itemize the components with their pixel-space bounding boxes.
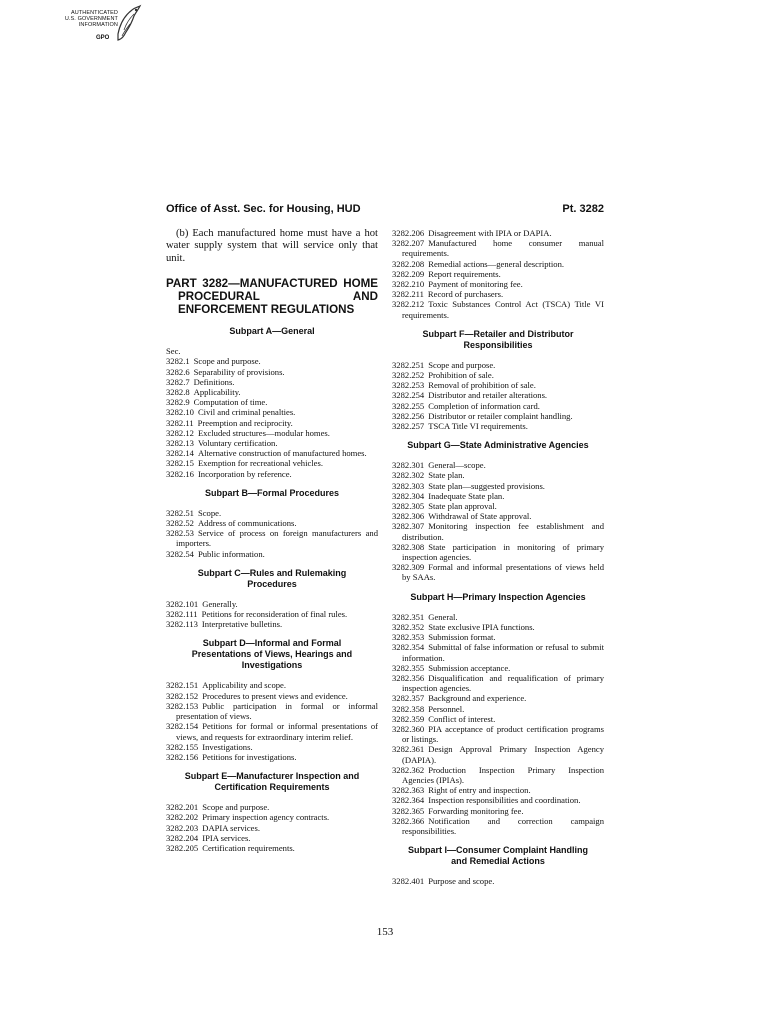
- section-number: 3282.155: [166, 741, 199, 752]
- section-title: Scope and purpose.: [202, 802, 270, 813]
- section-title: Formal and informal presentations of views held by SAAs.: [402, 562, 604, 583]
- section-title: Generally.: [202, 598, 238, 609]
- toc-entry: [392, 238, 604, 258]
- section-title: Voluntary certification.: [197, 438, 278, 449]
- section-number: 3282.251: [392, 359, 425, 370]
- section-title: State plan.: [428, 470, 465, 481]
- section-number: 3282.358: [392, 703, 425, 714]
- section-number: 3282.10: [166, 407, 194, 418]
- header-agency: Office of Asst. Sec. for Housing, HUD: [166, 203, 361, 215]
- section-number: 3282.207: [392, 238, 425, 249]
- section-title: Excluded structures—modular homes.: [197, 427, 330, 438]
- toc-entry: [166, 508, 378, 518]
- section-title: Public participation in formal or informal presentation of views.: [176, 700, 378, 722]
- section-title: Report requirements.: [428, 268, 501, 279]
- section-number: 3282.362: [392, 764, 425, 775]
- section-number: 3282.351: [392, 611, 425, 622]
- subpart-heading: Subpart E—Manufacturer Inspection and Certification Requirements: [184, 771, 360, 793]
- toc-entry: [166, 823, 378, 833]
- section-title: Production Inspection Primary Inspection Agencies (IPIAs).: [402, 764, 604, 785]
- toc-entry: [392, 632, 604, 642]
- toc-entry: [166, 833, 378, 843]
- toc-entry: [392, 542, 604, 562]
- toc-entry: [392, 390, 604, 400]
- gpo-authentication-seal: [58, 4, 142, 46]
- section-title: Monitoring inspection fee establishment and distribution.: [402, 521, 604, 542]
- section-number: 3282.7: [166, 376, 190, 387]
- section-title: Distributor or retailer complaint handling.: [428, 410, 573, 421]
- section-title: Inspection responsibilities and coordination.: [428, 795, 581, 806]
- toc-entry: [392, 673, 604, 693]
- section-number: 3282.401: [392, 876, 425, 887]
- section-title: Alternative construction of manufactured homes.: [197, 448, 367, 459]
- section-number: 3282.203: [166, 822, 199, 833]
- subpart-heading: Subpart I—Consumer Complaint Handling and Remedial Actions: [407, 845, 588, 867]
- section-title: General.: [428, 611, 458, 622]
- section-number: 3282.154: [166, 721, 199, 732]
- section-title: Disqualification and requalification of primary inspection agencies.: [402, 672, 604, 694]
- section-number: 3282.13: [166, 438, 194, 449]
- toc-entry: [166, 619, 378, 629]
- section-title: Public information.: [197, 548, 265, 559]
- section-title: Record of purchasers.: [427, 289, 504, 300]
- toc-entry: [392, 663, 604, 673]
- section-number: 3282.256: [392, 410, 425, 421]
- section-title: Conflict of interest.: [428, 713, 496, 724]
- section-number: 3282.254: [392, 390, 425, 401]
- section-number: 3282.9: [166, 397, 190, 408]
- section-number: 3282.257: [392, 421, 425, 432]
- section-title: State participation in monitoring of primary inspection agencies.: [402, 541, 604, 563]
- section-title: Petitions for reconsideration of final rules.: [201, 609, 348, 620]
- toc-entry: [166, 428, 378, 438]
- section-number: 3282.206: [392, 228, 425, 238]
- subpart-heading: Subpart F—Retailer and Distributor Responsibilities: [422, 328, 574, 350]
- intro-paragraph: (b) Each manufactured home must have a hot water supply system that will service only that unit.: [166, 228, 378, 264]
- toc-entry: [392, 511, 604, 521]
- section-number: 3282.355: [392, 662, 425, 673]
- section-number: 3282.153: [166, 700, 199, 711]
- section-title: Remedial actions—general description.: [428, 258, 565, 269]
- section-number: 3282.151: [166, 680, 199, 691]
- section-title: Manufactured home consumer manual requirements.: [402, 238, 604, 259]
- toc-entry: [166, 418, 378, 428]
- section-number: 3282.352: [392, 621, 425, 632]
- section-number: 3282.360: [392, 723, 425, 734]
- section-number: 3282.202: [166, 812, 199, 823]
- toc-entry: [392, 380, 604, 390]
- section-title: State plan—suggested provisions.: [428, 480, 545, 491]
- toc-entry: [392, 360, 604, 370]
- section-title: Disagreement with IPIA or DAPIA.: [428, 228, 552, 238]
- section-title: Incorporation by reference.: [197, 468, 292, 479]
- section-number: 3282.252: [392, 370, 425, 381]
- toc-entry: [166, 397, 378, 407]
- section-title: Applicability and scope.: [202, 680, 287, 691]
- subpart-heading: Subpart C—Rules and Rulemaking Procedures: [197, 567, 347, 589]
- section-title: Procedures to present views and evidence.: [202, 690, 348, 701]
- section-title: Preemption and reciprocity.: [197, 417, 293, 428]
- section-title: DAPIA services.: [202, 822, 260, 833]
- section-number: 3282.208: [392, 258, 425, 269]
- section-title: IPIA services.: [202, 832, 251, 843]
- toc-entry: [166, 356, 378, 366]
- toc-entry: [166, 387, 378, 397]
- section-title: State plan approval.: [428, 501, 497, 512]
- toc-entry: [166, 752, 378, 762]
- section-title: Right of entry and inspection.: [428, 785, 531, 796]
- toc-entry: [166, 691, 378, 701]
- section-number: 3282.8: [166, 387, 190, 398]
- right-column: [392, 228, 604, 886]
- section-title: Investigations.: [202, 741, 253, 752]
- section-number: 3282.364: [392, 795, 425, 806]
- section-title: Forwarding monitoring fee.: [428, 805, 524, 816]
- section-title: Primary inspection agency contracts.: [202, 812, 330, 823]
- section-number: 3282.14: [166, 448, 194, 459]
- section-number: 3282.113: [166, 619, 198, 630]
- section-number: 3282.16: [166, 468, 194, 479]
- section-title: Design Approval Primary Inspection Agency (DAPIA).: [402, 744, 604, 765]
- toc-entry: [166, 812, 378, 822]
- section-number: 3282.308: [392, 541, 425, 552]
- section-title: TSCA Title VI requirements.: [428, 421, 528, 432]
- toc-entry: [392, 724, 604, 744]
- section-number: 3282.303: [392, 480, 425, 491]
- section-title: Interpretative bulletins.: [201, 619, 283, 630]
- section-number: 3282.301: [392, 460, 425, 471]
- section-number: 3282.156: [166, 751, 199, 762]
- section-title: Separability of provisions.: [193, 366, 285, 377]
- section-title: Submission format.: [428, 632, 496, 643]
- toc-entry: [392, 289, 604, 299]
- toc-entry: [392, 501, 604, 511]
- section-number: 3282.210: [392, 279, 425, 290]
- toc-entry: [392, 612, 604, 622]
- section-number: 3282.12: [166, 427, 194, 438]
- section-number: 3282.361: [392, 744, 425, 755]
- toc-entry: [166, 599, 378, 609]
- toc-entry: [392, 785, 604, 795]
- section-title: Certification requirements.: [202, 842, 295, 853]
- section-number: 3282.54: [166, 548, 194, 559]
- section-title: Notification and correction campaign responsibilities.: [402, 815, 604, 836]
- section-number: 3282.356: [392, 672, 425, 683]
- section-number: 3282.11: [166, 417, 194, 428]
- section-number: 3282.309: [392, 562, 425, 573]
- toc-entry: [166, 448, 378, 458]
- section-number: 3282.255: [392, 400, 425, 411]
- toc-entry: [166, 377, 378, 387]
- section-number: 3282.211: [392, 289, 424, 300]
- toc-entry: [166, 367, 378, 377]
- toc-entry: [392, 693, 604, 703]
- section-title: PIA acceptance of product certification programs or listings.: [402, 723, 604, 745]
- subpart-heading: Subpart H—Primary Inspection Agencies: [410, 591, 586, 602]
- part-title: PART 3282—MANUFACTURED HOME PROCEDURAL AND ENFORCEMENT REGULATIONS: [166, 277, 378, 317]
- section-title: Scope and purpose.: [193, 356, 261, 367]
- sec-label: Sec.: [166, 346, 181, 357]
- page-number: 153: [376, 926, 394, 938]
- right-lead-entries: [392, 228, 604, 320]
- section-number: 3282.302: [392, 470, 425, 481]
- section-number: 3282.357: [392, 693, 425, 704]
- toc-entry: [166, 802, 378, 812]
- toc-entry: [392, 370, 604, 380]
- right-subparts: [392, 329, 604, 887]
- toc-entry: [392, 401, 604, 411]
- section-title: Civil and criminal penalties.: [197, 407, 296, 418]
- toc-entry: [392, 470, 604, 480]
- toc-entry: [392, 765, 604, 785]
- section-title: Payment of monitoring fee.: [428, 279, 523, 290]
- section-title: Service of process on foreign manufacturers and importers.: [176, 528, 378, 549]
- subpart-heading: Subpart B—Formal Procedures: [204, 487, 340, 498]
- section-title: General—scope.: [428, 460, 486, 471]
- toc-entry: [166, 701, 378, 721]
- toc-entry: [392, 714, 604, 724]
- toc-entry: [392, 795, 604, 805]
- section-title: Prohibition of sale.: [428, 370, 494, 381]
- subpart-heading: Subpart G—State Administrative Agencies: [407, 440, 589, 451]
- toc-entry: [166, 518, 378, 528]
- section-number: 3282.204: [166, 832, 199, 843]
- toc-entry: [392, 521, 604, 541]
- toc-entry: [166, 742, 378, 752]
- section-number: 3282.1: [166, 356, 190, 367]
- section-title: Definitions.: [193, 376, 235, 387]
- section-number: 3282.111: [166, 609, 198, 620]
- section-number: 3282.366: [392, 815, 425, 826]
- section-title: Scope and purpose.: [428, 359, 496, 370]
- section-number: 3282.101: [166, 598, 199, 609]
- section-title: Exemption for recreational vehicles.: [197, 458, 323, 469]
- toc-entry: [392, 806, 604, 816]
- section-title: Removal of prohibition of sale.: [428, 380, 536, 391]
- section-number: 3282.304: [392, 490, 425, 501]
- section-title: Submittal of false information or refusal to submit information.: [402, 642, 604, 663]
- section-number: 3282.354: [392, 642, 425, 653]
- section-title: Completion of information card.: [428, 400, 540, 411]
- toc-entry: [392, 259, 604, 269]
- section-number: 3282.15: [166, 458, 194, 469]
- toc-entry: [166, 407, 378, 417]
- section-number: 3282.253: [392, 380, 425, 391]
- section-number: 3282.209: [392, 268, 425, 279]
- toc-entry: [392, 642, 604, 662]
- toc-entry: [392, 228, 604, 238]
- section-title: Address of communications.: [197, 518, 297, 529]
- toc-entry: [392, 411, 604, 421]
- toc-entry: [392, 481, 604, 491]
- section-number: 3282.52: [166, 518, 194, 529]
- section-number: 3282.212: [392, 299, 425, 310]
- toc-entry: [166, 438, 378, 448]
- section-number: 3282.353: [392, 632, 425, 643]
- toc-entry: [392, 704, 604, 714]
- toc-entry: [392, 622, 604, 632]
- section-number: 3282.363: [392, 785, 425, 796]
- section-number: 3282.53: [166, 528, 194, 539]
- section-number: 3282.201: [166, 802, 199, 813]
- section-number: 3282.6: [166, 366, 190, 377]
- toc-entry: [166, 609, 378, 619]
- section-title: Withdrawal of State approval.: [428, 511, 532, 522]
- section-title: Distributor and retailer alterations.: [428, 390, 548, 401]
- section-title: Inadequate State plan.: [428, 490, 505, 501]
- toc-entry: [392, 421, 604, 431]
- toc-entry: [166, 469, 378, 479]
- section-title: Purpose and scope.: [428, 876, 495, 887]
- section-number: 3282.152: [166, 690, 199, 701]
- seal-gpo-label: GPO: [96, 35, 110, 41]
- section-number: 3282.51: [166, 507, 194, 518]
- left-column: [166, 228, 378, 853]
- header-part: Pt. 3282: [562, 203, 604, 215]
- toc-entry: [392, 562, 604, 582]
- section-number: 3282.365: [392, 805, 425, 816]
- section-title: Petitions for formal or informal presentations of views, and requests for extraordinary interim relief.: [176, 721, 378, 742]
- toc-entry: [166, 549, 378, 559]
- section-title: State exclusive IPIA functions.: [428, 621, 535, 632]
- toc-entry: [392, 491, 604, 501]
- section-title: Personnel.: [428, 703, 465, 714]
- left-subparts: [166, 326, 378, 853]
- toc-entry: [392, 269, 604, 279]
- toc-entry: [392, 279, 604, 289]
- toc-entry: [166, 680, 378, 690]
- section-title: Background and experience.: [428, 693, 527, 704]
- section-number: 3282.306: [392, 511, 425, 522]
- section-number: 3282.359: [392, 713, 425, 724]
- toc-entry: [166, 843, 378, 853]
- toc-entry: [392, 299, 604, 319]
- toc-entry: [166, 721, 378, 741]
- toc-entry: [166, 458, 378, 468]
- toc-entry: [392, 876, 604, 886]
- section-number: 3282.205: [166, 842, 199, 853]
- eagle-icon: [114, 4, 142, 42]
- section-number: 3282.307: [392, 521, 425, 532]
- section-title: Submission acceptance.: [428, 662, 511, 673]
- seal-text: AUTHENTICATED U.S. GOVERNMENT INFORMATION: [64, 10, 118, 28]
- toc-entry: [392, 744, 604, 764]
- section-title: Applicability.: [193, 387, 241, 398]
- section-title: Petitions for investigations.: [202, 751, 297, 762]
- toc-entry: [166, 528, 378, 548]
- subpart-heading: Subpart A—General: [229, 326, 315, 337]
- subpart-heading: Subpart D—Informal and Formal Presentations of Views, Hearings and Investigations: [191, 638, 353, 671]
- section-title: Toxic Substances Control Act (TSCA) Title VI requirements.: [402, 299, 604, 320]
- toc-entry: [392, 816, 604, 836]
- section-title: Computation of time.: [193, 397, 268, 408]
- section-title: Scope.: [197, 507, 222, 518]
- section-number: 3282.305: [392, 501, 425, 512]
- toc-entry: [392, 460, 604, 470]
